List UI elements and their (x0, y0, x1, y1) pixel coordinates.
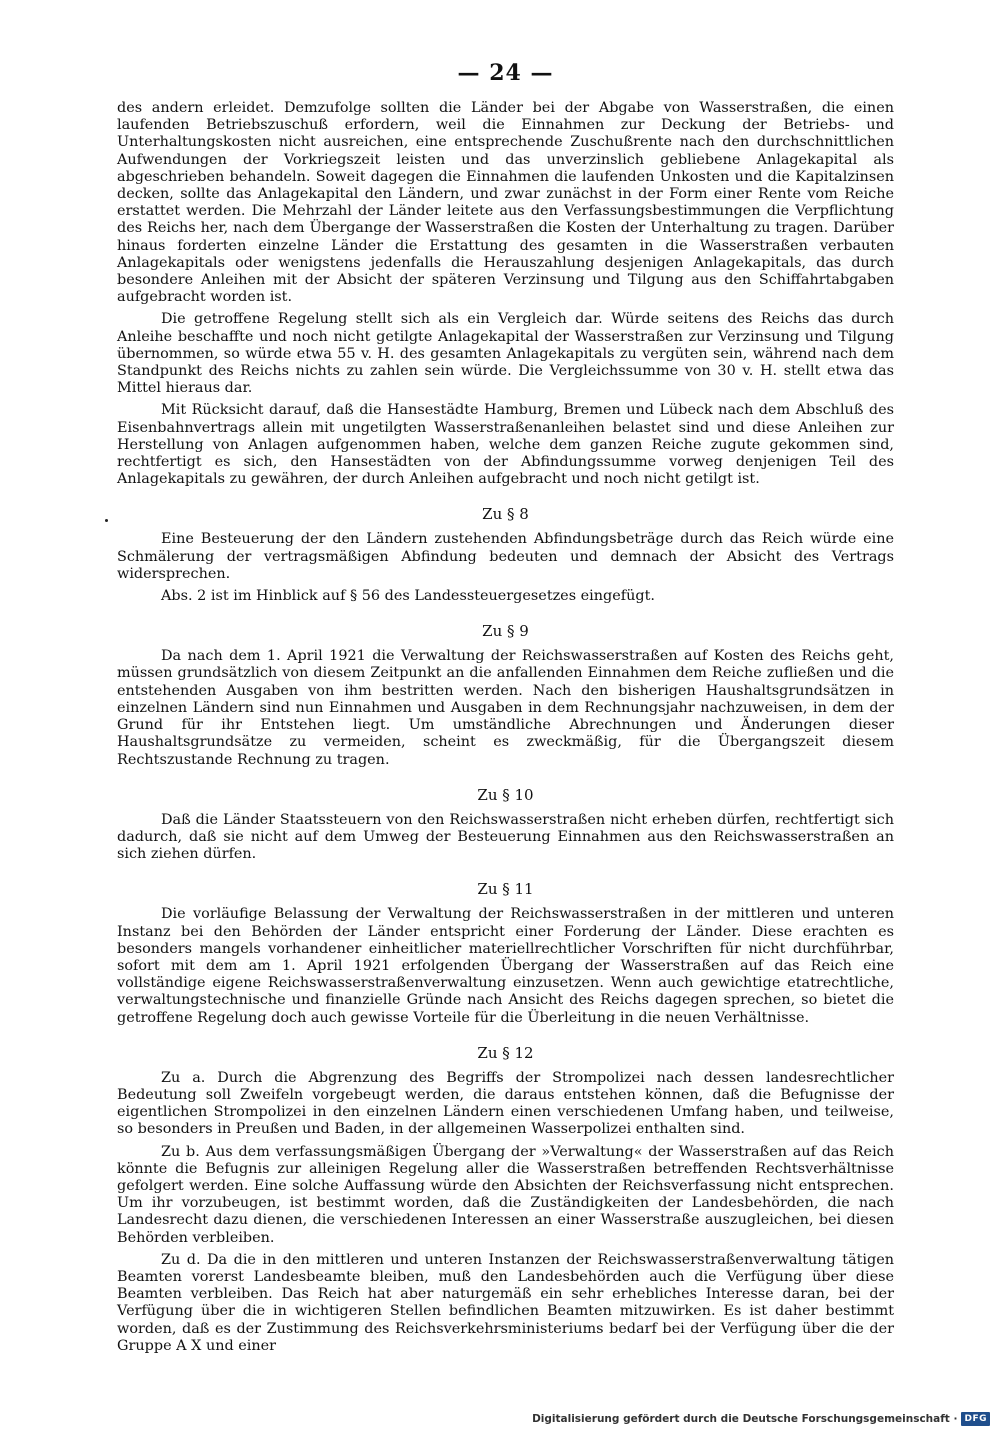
paragraph: Zu b. Aus dem verfassungsmäßigen Übergang der »Verwaltung« der Wasserstraßen auf das Reich könnte die Befugnis zur alleinigen Regelung aller die Wasserstraßen betreffenden Rechtsverhältnisse gefolgert werden. Eine solche Auffassung würde den Absichten der Reichsverfassung nicht entsprechen. Um ihr vorzubeugen, ist bestimmt worden, daß die Zuständigkeiten der Landesbehörden, die nach Landesrecht dazu dienen, die verschiedenen Interessen an einer Wasserstraße auszugleichen, bei diesen Behörden verbleiben. (117, 1143, 894, 1246)
paragraph: Die getroffene Regelung stellt sich als ein Vergleich dar. Würde seitens des Reichs das durch Anleihe beschaffte und noch nicht getilgte Anlagekapital der Wasserstraßen zur Verzinsung und Tilgung übernommen, so würde etwa 55 v. H. des gesamten Anlagekapitals zu vergüten sein, während nach dem Standpunkt des Reichs nichts zu zahlen sein würde. Die Vergleichssumme von 30 v. H. stellt etwa das Mittel hieraus dar. (117, 311, 894, 397)
paragraph: Mit Rücksicht darauf, daß die Hansestädte Hamburg, Bremen und Lübeck nach dem Abschluß des Eisenbahnvertrags allein mit ungetilgten Wasserstraßenanleihen belastet sind und diese Anleihen zur Herstellung von Anlagen aufgenommen haben, welche dem ganzen Reiche zugute gekommen sind, rechtfertigt es sich, den Hansestädten von der Abfindungssumme vorweg denjenigen Teil des Anlagekapitals zu gewähren, der durch Anleihen aufgebracht und noch nicht getilgt ist. (117, 402, 894, 488)
page-number: — 24 — (457, 60, 554, 86)
section-heading: Zu § 11 (477, 880, 534, 899)
section-heading: Zu § 9 (482, 622, 529, 641)
paragraph: Zu d. Da die in den mittleren und unteren Instanzen der Reichswasserstraßenverwaltung tätigen Beamten vorerst Landesbeamte bleiben, muß den Landesbehörden auch die Verfügung über diese Beamten verbleiben. Das Reich hat aber naturgemäß ein sehr erhebliches Interesse daran, bei der Verfügung über die in wichtigeren Stellen befindlichen Beamten mitzuwirken. Es ist daher bestimmt worden, daß es der Zustimmung des Reichsverkehrsministeriums bedarf bei der Verfügung über die der Gruppe A X und einer (117, 1251, 894, 1354)
stray-dot-mark (105, 519, 108, 522)
section-heading: Zu § 12 (477, 1043, 534, 1062)
section-heading: Zu § 8 (482, 505, 529, 524)
paragraph: des andern erleidet. Demzufolge sollten die Länder bei der Abgabe von Wasserstraßen, die einen laufenden Betriebszuschuß erfordern, weil die Einnahmen zur Deckung der Betriebs- und Unterhaltungskosten nicht ausreichen, eine entsprechende Zuschußrente nach den durchschnittlichen Aufwendungen der Vorkriegszeit leisten und das unverzinslich gebliebene Anlagekapital als abgeschrieben behandeln. Soweit dagegen die Einnahmen die laufenden Unkosten und die Kapitalzinsen decken, sollte das Anlagekapital den Ländern, und zwar zunächst in der Form einer Rente vom Reiche erstattet werden. Die Mehrzahl der Länder leitete aus den Verfassungsbestimmungen die Verpflichtung des Reichs her, nach dem Übergange der Wasserstraßen die Kosten der Unterhaltung zu tragen. Darüber hinaus forderten einzelne Länder die Erstattung des gesamten in die Wasserstraßen verbauten Anlagekapitals oder wenigstens jedenfalls die Herauszahlung desjenigen Anlagekapitals, das durch besondere Anleihen mit der Absicht der späteren Verzinsung und Tilgung aus den Schiffahrtabgaben aufgebracht worden ist. (117, 100, 894, 306)
paragraph: Abs. 2 ist im Hinblick auf § 56 des Landessteuergesetzes eingefügt. (161, 588, 655, 605)
dfg-logo: DFG (961, 1412, 990, 1426)
paragraph: Eine Besteuerung der den Ländern zustehenden Abfindungsbeträge durch das Reich würde eine Schmälerung der vertragsmäßigen Abfindung bedeuten und demnach der Absicht des Vertrags widersprechen. (117, 531, 894, 582)
footer-credit-text: Digitalisierung gefördert durch die Deutsche Forschungsgemeinschaft · (532, 1413, 958, 1425)
digitization-footer (532, 1412, 990, 1426)
paragraph: Daß die Länder Staatssteuern von den Reichswasserstraßen nicht erheben dürfen, rechtfertigt sich dadurch, daß sie nicht auf dem Umweg der Besteuerung Einnahmen aus den Reichswasserstraßen an sich ziehen dürfen. (117, 811, 894, 863)
document-page (117, 60, 894, 1355)
section-heading: Zu § 10 (477, 785, 534, 804)
paragraph: Zu a. Durch die Abgrenzung des Begriffs der Strompolizei nach dessen landesrechtlicher Bedeutung soll Zweifeln vorgebeugt werden, die daraus entstehen können, daß die Befugnisse der eigentlichen Strompolizei in den einzelnen Ländern einen verschiedenen Umfang haben, und teilweise, so besonders in Preußen und Baden, in der allgemeinen Wasserpolizei enthalten sind. (117, 1069, 894, 1138)
paragraph: Da nach dem 1. April 1921 die Verwaltung der Reichswasserstraßen auf Kosten des Reichs geht, müssen grundsätzlich von diesem Zeitpunkt an die anfallenden Einnahmen dem Reiche zufließen und die entstehenden Ausgaben von ihm bestritten werden. Nach den bisherigen Haushaltsgrundsätzen in einzelnen Ländern sind nun Einnahmen und Ausgaben in dem Rechnungsjahr nachzuweisen, in dem der Grund für ihr Entstehen liegt. Um umständliche Abrechnungen und Änderungen dieser Haushaltsgrundsätze zu vermeiden, scheint es zweckmäßig, für die Übergangszeit diesem Rechtszustande Rechnung zu tragen. (117, 648, 894, 768)
paragraph: Die vorläufige Belassung der Verwaltung der Reichswasserstraßen in der mittleren und unteren Instanz bei den Behörden der Länder entspricht einer Forderung der Länder. Diese erachten es besonders mangels vorhandener einheitlicher materiellrechtlicher Vorschriften für nicht durchführbar, sofort mit dem am 1. April 1921 erfolgenden Übergang der Wasserstraßen auf das Reich eine vollständige eigene Reichswasserstraßenverwaltung einzusetzen. Wenn auch gewichtige etatrechtliche, verwaltungstechnische und finanzielle Gründe nach Ansicht des Reichs dagegen sprechen, so bietet die getroffene Regelung doch auch gewisse Vorteile für die Überleitung in die neuen Verhältnisse. (117, 906, 894, 1026)
document-body (117, 100, 894, 1355)
